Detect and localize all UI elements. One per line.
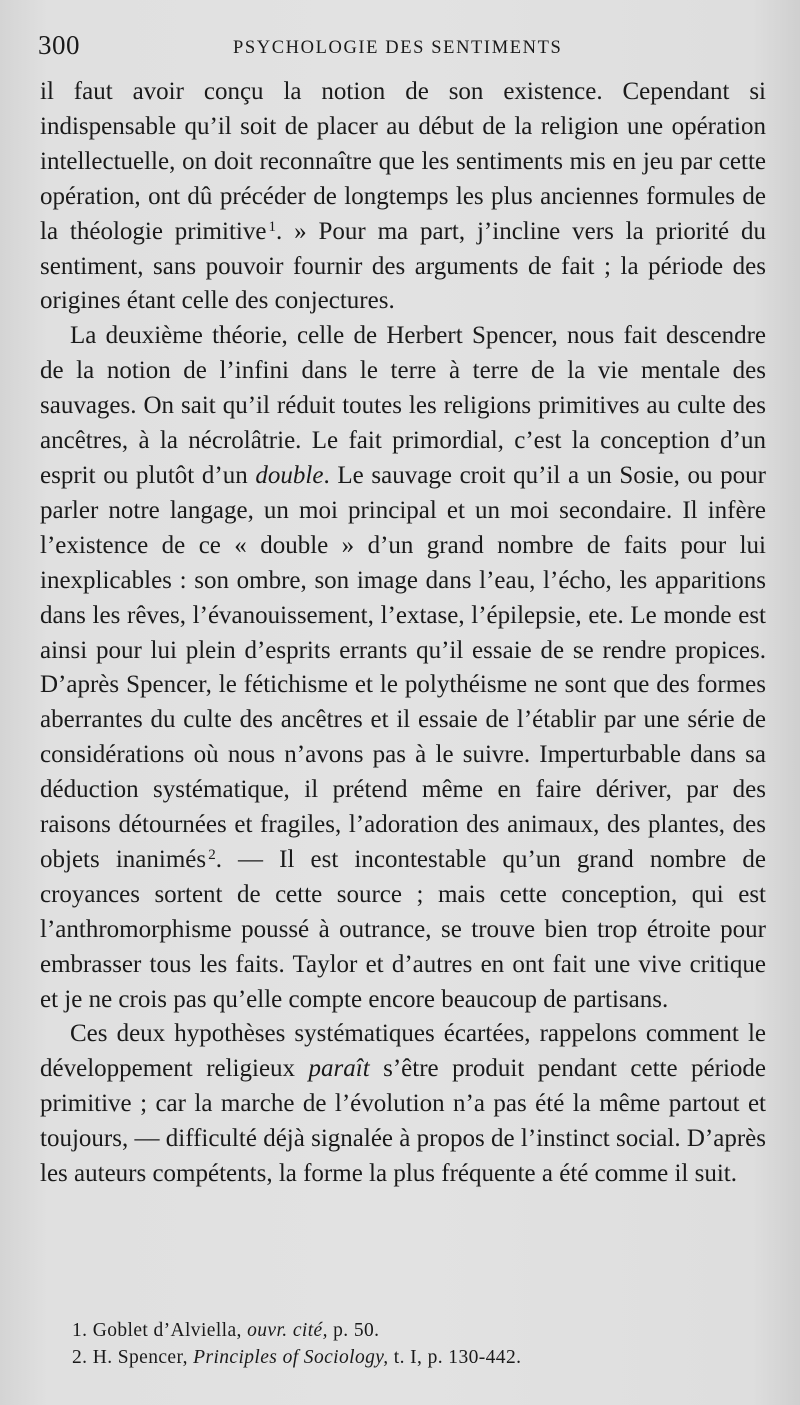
paragraph-3-text-a: Ces deux hypothèses systématiques écartées, rappelons comment le développement religieux (40, 1020, 766, 1083)
footnote-2-pages: t. I, p. 130-442. (393, 1347, 522, 1368)
paragraph-2-text-b: . Le sauvage croit qu’il a un Sosie, ou pour parler notre langage, un moi principal et un moi secondaire. Il infère l’existence de ce « double » d’un grand nombre de faits pour lui inexplicables : son ombre, son image dans l’eau, l’écho, les apparitions dans les rêves, l’évanouissement, l’extase, l’épilepsie, ete. Le monde est ainsi pour lui plein d’esprits errants qu’il essaie de se rendre propices. D’après Spencer, le fétichisme et le polythéisme ne sont que des formes aberrantes du culte des ancêtres et il essaie de l’établir par une série de considérations où nous n’avons pas à le suivre. Imperturbable dans sa déduction systématique, il prétend même en faire dériver, par des raisons détournées et fragiles, l’adoration des animaux, des plantes, des objets inanimés (40, 461, 766, 873)
body-text (40, 75, 766, 1192)
footnote-1-work: ouvr. cité, (247, 1320, 328, 1341)
paragraph-3-italic: paraît (308, 1055, 370, 1083)
footnote-1-author: Goblet d’Alviella, (92, 1320, 242, 1341)
paragraph-1-text-b: . » Pour ma part, j’incline vers la priorité du sentiment, sans pouvoir fournir des arguments de fait ; la période des origines étant celle des conjectures. (40, 217, 766, 315)
footnote-1-number: 1. (72, 1320, 88, 1341)
footnote-2-author: H. Spencer, (92, 1347, 188, 1368)
footnote-ref-2: 2 (208, 846, 216, 863)
footnote-1 (72, 1317, 752, 1344)
paragraph-2-text-a: La deuxième théorie, celle de Herbert Spencer, nous fait descendre de la notion de l’infini dans le terre à terre de la vie mentale des sauvages. On sait qu’il réduit toutes les religions primitives au culte des ancêtres, à la nécrolâtrie. Le fait primordial, c’est la conception d’un esprit ou plutôt d’un (40, 322, 766, 489)
page-number: 300 (38, 30, 80, 60)
footnote-2-number: 2. (72, 1347, 88, 1368)
paragraph-2 (40, 319, 766, 1017)
paragraph-2-italic: double (255, 461, 324, 489)
footnote-1-pages: p. 50. (333, 1320, 380, 1341)
running-title: PSYCHOLOGIE DES SENTIMENTS (233, 38, 563, 58)
footnote-2-work: Principles of Sociology, (193, 1347, 389, 1368)
footnote-ref-1: 1 (268, 218, 277, 235)
footnotes (72, 1317, 752, 1371)
paragraph-1 (40, 75, 766, 319)
paragraph-1-text-a: il faut avoir conçu la notion de son existence. Cependant si indispensable qu’il soit de placer au début de la religion une opération intellectuelle, on doit reconnaître que les sentiments mis en jeu par cette opération, ont dû précéder de longtemps les plus anciennes formules de la théologie primitive (40, 78, 766, 245)
paragraph-2-text-c: . — Il est incontestable qu’un grand nombre de croyances sortent de cette source ; mais cette conception, qui est l’anthromorphisme poussé à outrance, se trouve bien trop étroite pour embrasser tous les faits. Taylor et d’autres en ont fait une vive critique et je ne crois pas qu’elle compte encore beaucoup de partisans. (40, 845, 766, 1013)
paragraph-3-text-b: s’être produit pendant cette période primitive ; car la marche de l’évolution n’a pas été la même partout et toujours, — difficulté déjà signalée à propos de l’instinct social. D’après les auteurs compétents, la forme la plus fréquente a été comme il suit. (40, 1055, 766, 1188)
page-header (38, 30, 760, 70)
paragraph-3 (40, 1017, 766, 1192)
footnote-2 (72, 1344, 752, 1371)
